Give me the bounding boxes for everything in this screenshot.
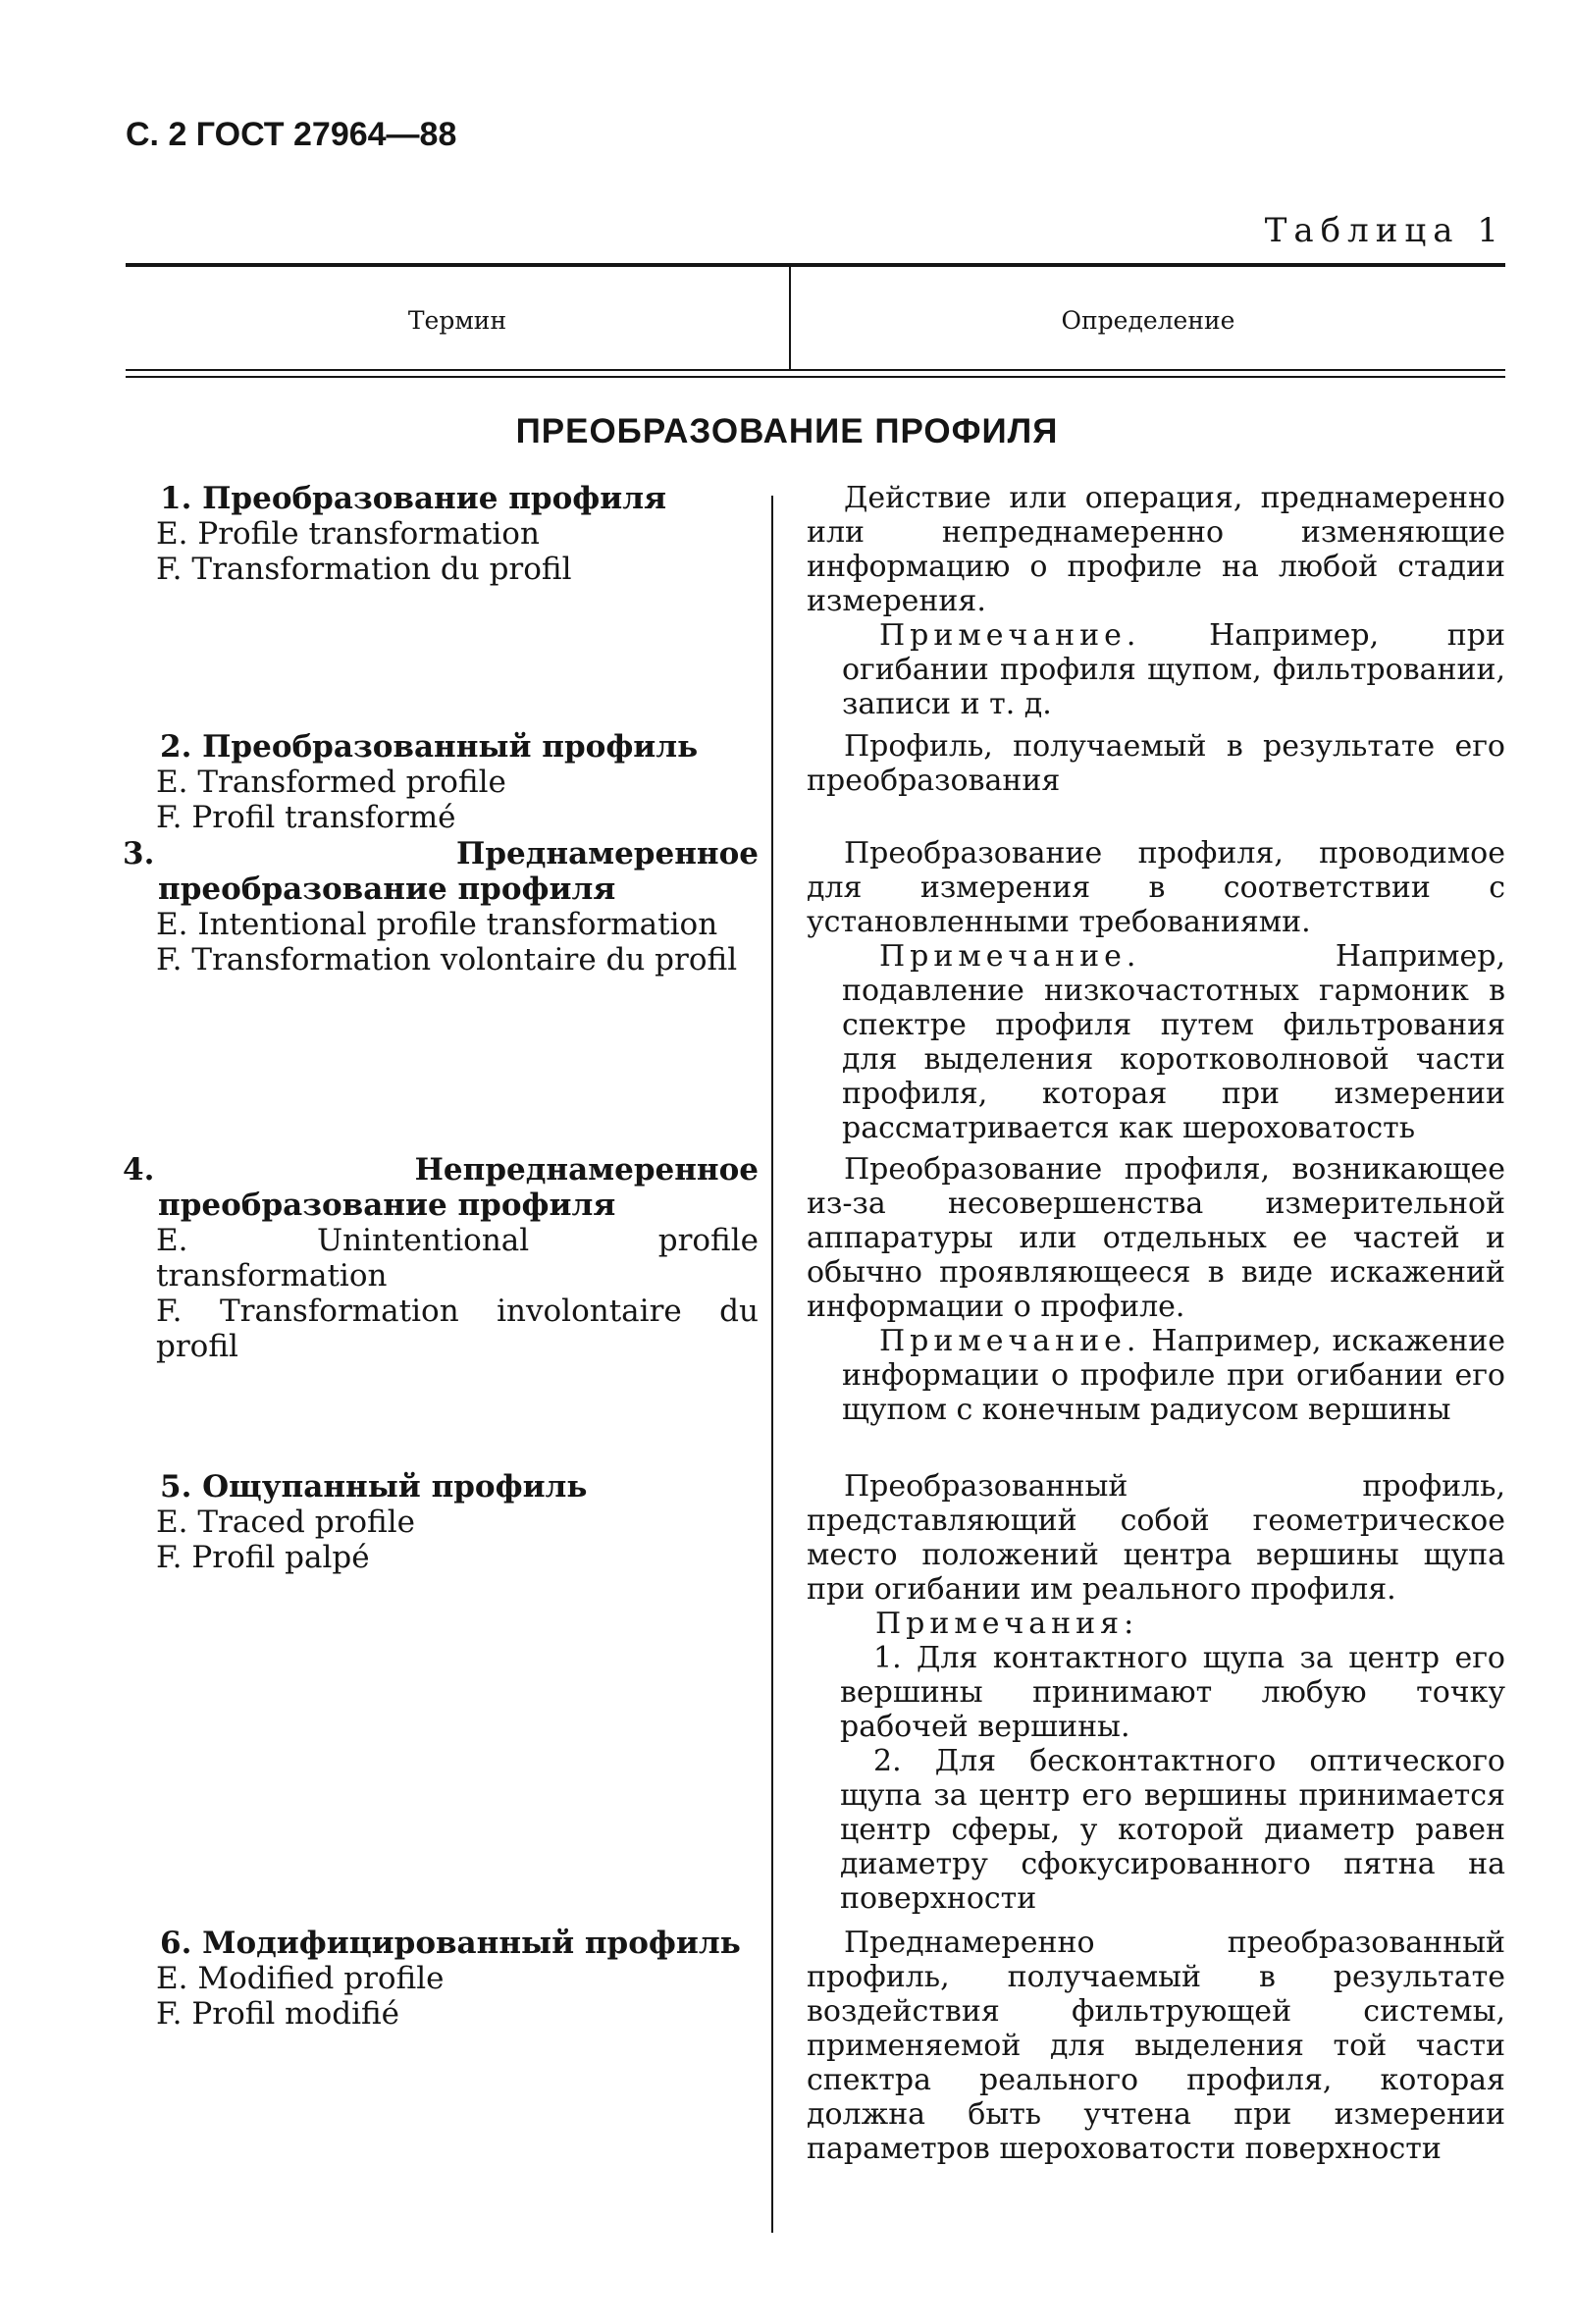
header-bottom-rule [126,369,1505,371]
table-caption: Таблица 1 [1264,211,1505,250]
term-title: 2. Преобразованный профиль [160,729,699,765]
definition-text: Профиль, получаемый в результате его преобразования [807,729,1505,798]
definition-text: Преобразование профиля, проводимое для измерения в соответствии с установленными требованиями. [807,836,1505,939]
term-title: 5. Ощупанный профиль [160,1469,588,1505]
term-french: F. Profil transformé [156,800,456,835]
definition-note [807,939,1505,1145]
term-french: F. Transformation involontaire du profil [156,1294,759,1364]
term-entry-5 [123,1469,759,1575]
term-title: 4. Непреднамеренное преобразование профиля [123,1152,759,1223]
note-item-2: 2. Для бесконтактного оптического щупа за центр его вершины принимается центр сферы, у которой диаметр равен диаметру сфокусированного пятна на поверхности [840,1744,1505,1916]
note-text: Например, искажение информации о профиле при огибании его щупом с конечным радиусом вершины [842,1324,1505,1427]
definition-text: Преобразование профиля, возникающее из-за несовершенства измерительной аппаратуры или отдельных ее частей и обычно проявляющееся в виде искажений информации о профиле. [807,1152,1505,1324]
definition-4 [807,1152,1505,1427]
table-top-rule [126,263,1505,267]
term-english: E. Intentional profile transformation [156,907,718,942]
term-french: F. Profil modifié [156,1996,400,2032]
term-entry-2 [123,729,759,835]
body-column-divider [771,496,773,2233]
note-text: Например, при огибании профиля щупом, фильтровании, записи и т. д. [842,618,1505,721]
column-header-term: Термин [407,306,507,335]
section-title: ПРЕОБРАЗОВАНИЕ ПРОФИЛЯ [515,412,1059,450]
note-label: Примечание. [879,1324,1141,1358]
term-french: F. Transformation volontaire du profil [156,942,738,977]
term-title: 3. Преднамеренное преобразование профиля [123,836,759,907]
term-english: E. Traced profile [156,1505,415,1540]
notes-label: Примечания: [875,1607,1139,1641]
note-label: Примечание. [879,939,1141,974]
term-entry-1 [123,481,759,587]
header-bottom-rule-second [126,376,1505,378]
definition-1 [807,481,1505,721]
column-header-definition: Определение [1061,306,1235,335]
term-title: 1. Преобразование профиля [160,481,666,516]
definition-2 [807,729,1505,798]
note-text: Например, подавление низкочастотных гармоник в спектре профиля путем фильтрования для выделения коротковолновой части профиля, которая при измерении рассматривается как шероховатость [842,939,1505,1145]
definition-3 [807,836,1505,1145]
definition-text: Действие или операция, преднамеренно или непреднамеренно изменяющие информацию о профиле на любой стадии измерения. [807,481,1505,618]
term-english: E. Transformed profile [156,765,506,800]
note-label: Примечание. [879,618,1141,653]
term-french: F. Profil palpé [156,1540,370,1575]
term-french: F. Transformation du profil [156,552,572,587]
definition-text: Преобразованный профиль, представляющий собой геометрическое место положений центра вершины щупа при огибании им реального профиля. [807,1469,1505,1607]
definition-note [807,618,1505,721]
definition-6 [807,1926,1505,2166]
term-title: 6. Модифицированный профиль [160,1926,741,1961]
definition-text: Преднамеренно преобразованный профиль, получаемый в результате воздействия фильтрующей системы, применяемой для выделения той части спектра реального профиля, которая должна быть учтена при измерении параметров шероховатости поверхности [807,1926,1505,2166]
term-entry-4 [123,1152,759,1364]
page-header: С. 2 ГОСТ 27964—88 [126,116,457,153]
definition-5 [807,1469,1505,1916]
term-english: E. Profile transformation [156,516,540,552]
term-entry-6 [123,1926,759,2032]
note-item-1: 1. Для контактного щупа за центр его вершины принимают любую точку рабочей вершины. [840,1641,1505,1744]
term-english: E. Unintentional profile transformation [156,1223,759,1294]
term-english: E. Modified profile [156,1961,445,1996]
term-entry-3 [123,836,759,977]
definition-note [807,1324,1505,1427]
